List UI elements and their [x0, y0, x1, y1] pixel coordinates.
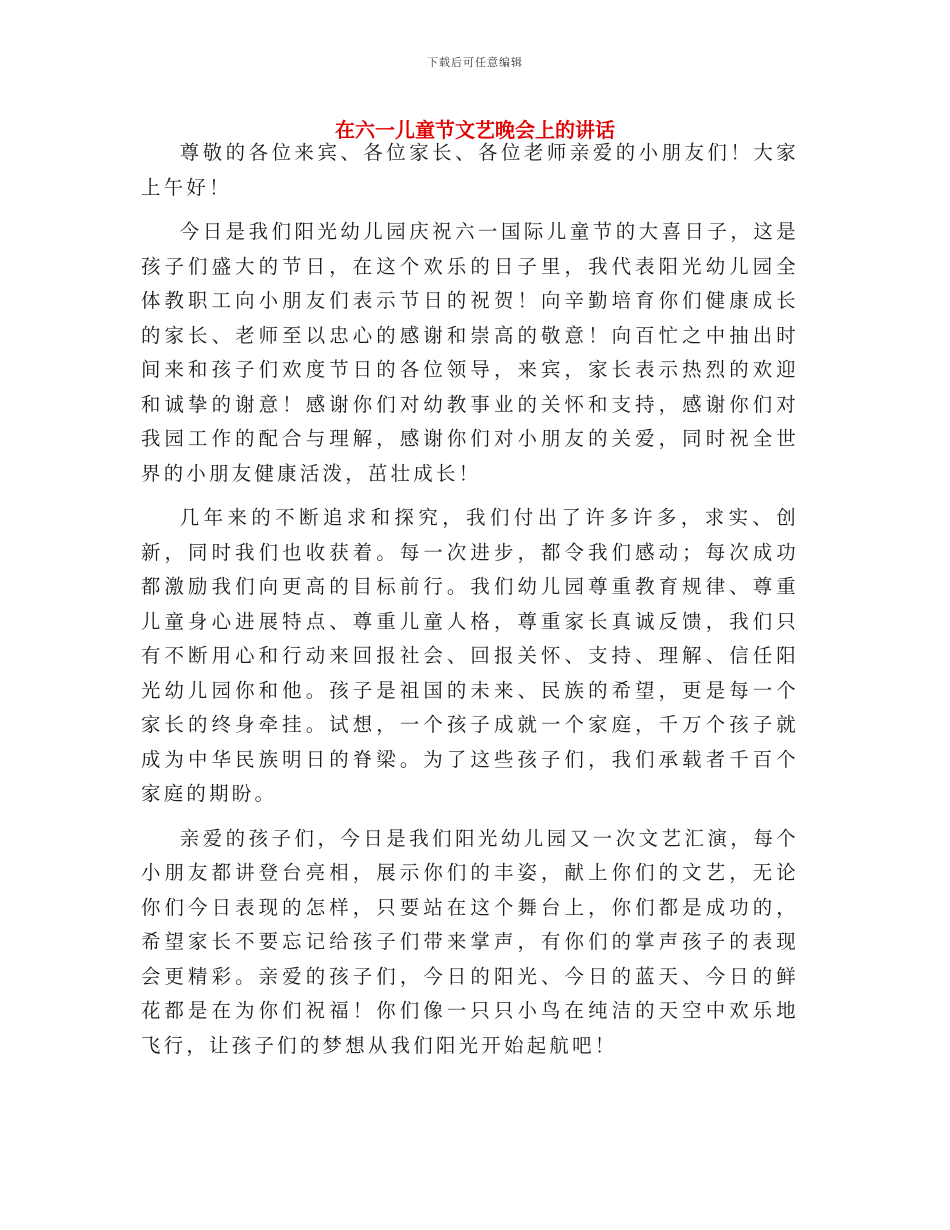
paragraph-greeting: 尊敬的各位来宾、各位家长、各位老师亲爱的小朋友们！大家上午好！ [141, 141, 799, 199]
paragraph-performance: 亲爱的孩子们，今日是我们阳光幼儿园又一次文艺汇演，每个小朋友都讲登台亮相，展示你们的丰姿，献上你们的文艺，无论你们今日表现的怎样，只要站在这个舞台上，你们都是成功的，希望家长不要忘记给孩子们带来掌声，有你们的掌声孩子的表现会更精彩。亲爱的孩子们，今日的阳光、今日的蓝天、今日的鲜花都是在为你们祝福！你们像一只只小鸟在纯洁的天空中欢乐地飞行，让孩子们的梦想从我们阳光开始起航吧！ [141, 826, 799, 1057]
speech-body [141, 136, 799, 1063]
paragraph-progress: 几年来的不断追求和探究，我们付出了许多许多，求实、创新，同时我们也收获着。每一次进步，都令我们感动；每次成功都激励我们向更高的目标前行。我们幼儿园尊重教育规律、尊重儿童身心进展特点、尊重儿童人格，尊重家长真诚反馈，我们只有不断用心和行动来回报社会、回报关怀、支持、理解、信任阳光幼儿园你和他。孩子是祖国的未来、民族的希望，更是每一个家长的终身牵挂。试想，一个孩子成就一个家庭，千万个孩子就成为中华民族明日的脊梁。为了这些孩子们，我们承载者千百个家庭的期盼。 [141, 506, 799, 805]
page-title: 在六一儿童节文艺晚会上的讲话 [335, 118, 615, 142]
paragraph-festival: 今日是我们阳光幼儿园庆祝六一国际儿童节的大喜日子，这是孩子们盛大的节日，在这个欢乐的日子里，我代表阳光幼儿园全体教职工向小朋友们表示节日的祝贺！向辛勤培育你们健康成长的家长、老师至以忠心的感谢和崇高的敬意！向百忙之中抽出时间来和孩子们欢度节日的各位领导，来宾，家长表示热烈的欢迎和诚挚的谢意！感谢你们对幼教事业的关怀和支持，感谢你们对我园工作的配合与理解，感谢你们对小朋友的关爱，同时祝全世界的小朋友健康活泼，茁壮成长！ [141, 220, 799, 485]
header-note: 下载后可任意编辑 [427, 56, 523, 69]
